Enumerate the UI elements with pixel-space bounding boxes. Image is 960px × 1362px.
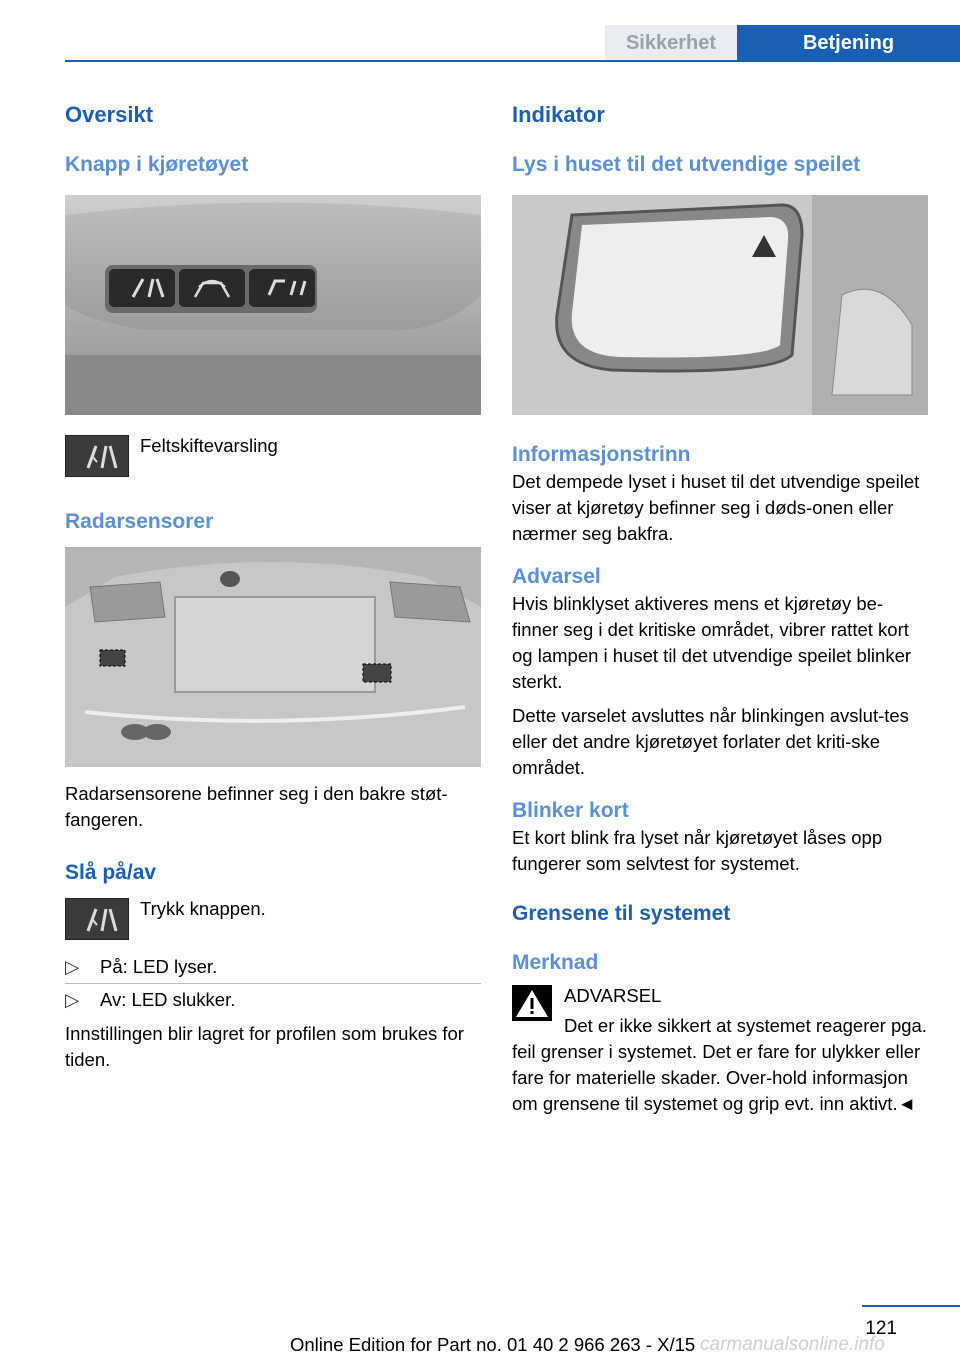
heading-blinker: Blinker kort [512,799,629,822]
heading-sla: Slå på/av [65,861,157,884]
header-rule [65,60,960,62]
advarsel-text-2: Dette varselet avsluttes når blinkingen avslut-tes eller det andre kjøretøyet forlater det kriti-ske området. [512,705,909,778]
button-panel-image [65,195,481,415]
list-item: ▷ Av: LED slukker. [65,987,481,1013]
radar-sensors-image [65,547,481,767]
triangle-bullet-icon: ▷ [65,989,80,1010]
info-text: Det dempede lyset i huset til det utvendige speilet viser at kjøretøy befinner seg i døds-onen eller nærmer seg bakfra. [512,471,920,544]
blinker-text: Et kort blink fra lyset når kjøretøyet låses opp fungerer som selvtest for systemet. [512,827,883,874]
lane-warning-row [65,435,481,485]
heading-advarsel: Advarsel [512,565,601,588]
lane-warning-label: Feltskiftevarsling [140,435,278,456]
page-number: 121 [865,1318,897,1339]
heading-lys: Lys i huset til det utvendige speilet [512,153,861,176]
mirror-image [512,195,928,415]
advarsel-text-1: Hvis blinklyset aktiveres mens et kjøretøy be-finner seg i det kritiske området, vibrer rattet kort og lampen i huset til det utvendige speilet blinker sterkt. [512,593,912,692]
list-divider [65,983,481,984]
edition-text: Online Edition for Part no. 01 40 2 966 263 - X/15 [290,1334,696,1355]
press-label: Trykk knappen. [140,898,266,919]
list-item: ▷ På: LED lyser. [65,954,481,980]
tab-betjening[interactable]: Betjening [737,25,960,62]
warning-triangle-icon [512,985,552,1021]
heading-merknad: Merknad [512,951,599,974]
on-off-list [65,954,481,1013]
right-column [512,100,928,1117]
lane-change-button-icon [65,898,129,940]
triangle-bullet-icon: ▷ [65,956,80,977]
heading-info: Informasjonstrinn [512,443,691,466]
press-row [65,898,481,950]
heading-grensene: Grensene til systemet [512,902,731,925]
watermark: carmanualsonline.info [700,1334,885,1355]
lane-change-warning-icon [65,435,129,477]
heading-knapp: Knapp i kjøretøyet [65,153,249,176]
warning-block [512,983,928,1117]
setting-text: Innstillingen blir lagret for profilen som brukes for tiden. [65,1023,464,1070]
left-column [65,100,481,1073]
heading-oversikt: Oversikt [65,102,154,127]
radar-text: Radarsensorene befinner seg i den bakre støt-fangeren. [65,783,448,830]
heading-radar: Radarsensorer [65,510,214,533]
warning-text: Det er ikke sikkert at systemet reagerer pga. feil grenser i systemet. Det er fare for ulykker eller fare for materielle skader. Over-hold informasjon om grensene til systemet og grip evt. inn aktivt.◄ [512,1015,927,1114]
warning-title: ADVARSEL [564,985,662,1006]
footer-rule [862,1305,960,1307]
heading-indikator: Indikator [512,102,605,127]
tab-sikkerhet[interactable]: Sikkerhet [605,25,737,62]
